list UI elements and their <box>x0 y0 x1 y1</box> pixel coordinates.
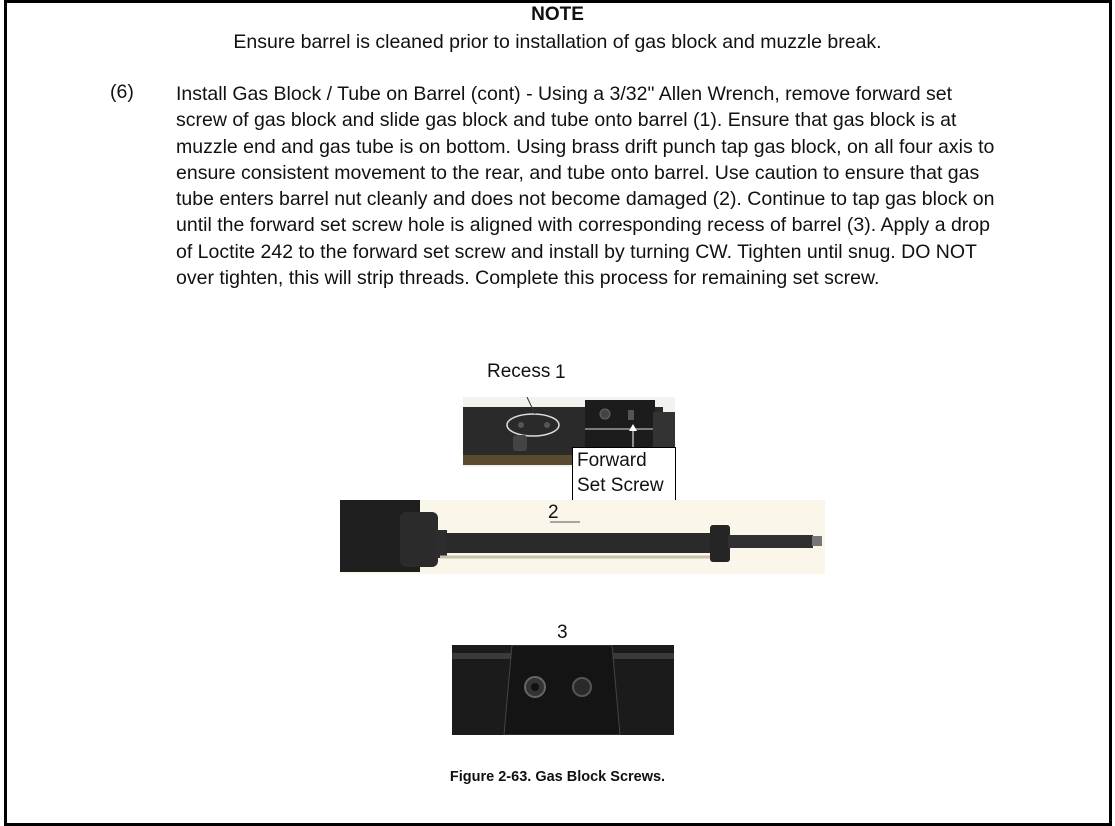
step-line: over tighten, this will strip threads. Complete this process for remaining set screw. <box>176 267 880 290</box>
step-line: muzzle end and gas tube is on bottom. Using brass drift punch tap gas block, on all four axis to <box>176 135 995 158</box>
note-heading: NOTE <box>531 4 584 25</box>
step-line: of Loctite 242 to the forward set screw and install by turning CW. Tighten until snug. DO NOT <box>176 240 977 263</box>
step-paragraph <box>176 81 1101 291</box>
step-line: until the forward set screw hole is aligned with corresponding recess of barrel (3). Apply a drop <box>176 214 990 237</box>
label-3: 3 <box>557 622 568 643</box>
callout-line: Forward <box>577 450 647 471</box>
photo-barrel-assembly <box>340 500 825 574</box>
photo-gas-block-aligned <box>452 645 674 735</box>
step-number: (6) <box>110 81 134 103</box>
step-line: Install Gas Block / Tube on Barrel (cont) - Using a 3/32" Allen Wrench, remove forward set <box>176 83 953 105</box>
figure-caption: Figure 2-63. Gas Block Screws. <box>449 769 666 785</box>
step-line: screw of gas block and slide gas block and tube onto barrel (1). Ensure that gas block is at <box>176 109 957 132</box>
step-line: tube enters barrel nut cleanly and does not become damaged (2). Continue to tap gas block on <box>176 188 995 211</box>
step-line: ensure consistent movement to the rear, and tube onto barrel. Use caution to ensure that gas <box>176 161 980 184</box>
callout-line: Set Screw <box>577 475 664 496</box>
label-1: 1 <box>555 362 566 383</box>
label-recess: Recess <box>487 361 551 382</box>
note-text: Ensure barrel is cleaned prior to installation of gas block and muzzle break. <box>233 31 882 53</box>
callout-forward-set-screw <box>572 447 676 503</box>
label-2: 2 <box>548 502 559 523</box>
